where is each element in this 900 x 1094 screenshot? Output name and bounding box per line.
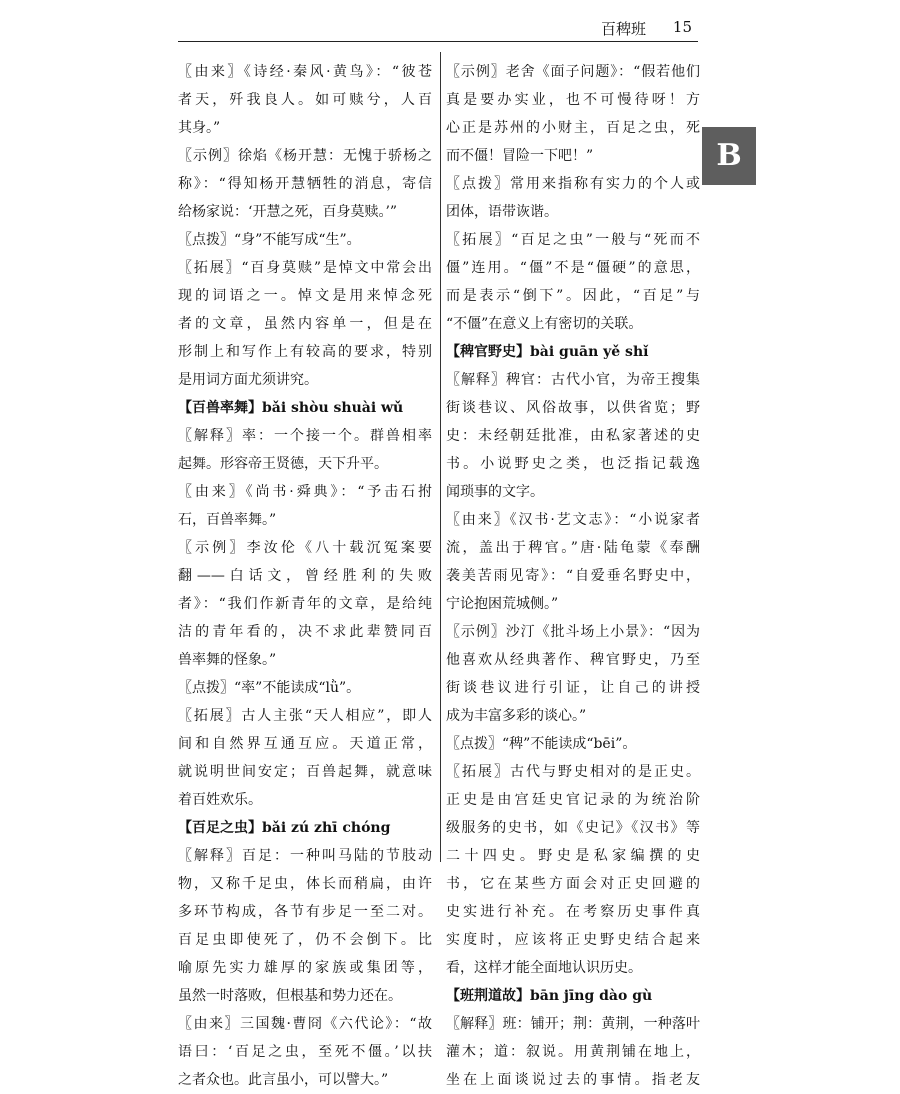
text-line: 心正是苏州的小财主，百足之虫，死 bbox=[446, 120, 700, 136]
text-line: 而是表示“倒下”。因此，“百足”与 bbox=[446, 288, 700, 304]
text-line: 街谈巷议、风俗故事，以供省览；野 bbox=[446, 400, 700, 416]
text-line: 〖解释〗班：铺开；荆：黄荆，一种落叶 bbox=[446, 1016, 700, 1032]
text-line: 二十四史。野史是私家编撰的史 bbox=[446, 848, 700, 864]
entry-headword: 【稗官野史】 bbox=[446, 344, 530, 360]
entry-headword: 【百兽率舞】 bbox=[178, 400, 262, 416]
text-line: 翻——白话文，曾经胜利的失败 bbox=[178, 568, 432, 584]
entry-headword-line bbox=[178, 394, 432, 422]
text-line: 〖由来〗《汉书·艺文志》：“小说家者 bbox=[446, 512, 700, 528]
text-line: 真是要办实业，也不可慢待呀！方 bbox=[446, 92, 700, 108]
text-line: 者》：“我们作新青年的文章，是给纯 bbox=[178, 596, 432, 612]
entry-pinyin: bǎi zú zhī chóng bbox=[262, 820, 391, 836]
text-line: 成为丰富多彩的谈心。” bbox=[446, 708, 587, 724]
header-rule bbox=[178, 41, 698, 42]
text-line: 〖示例〗老舍《面子问题》：“假若他们 bbox=[446, 64, 700, 80]
text-line: 书，它在某些方面会对正史回避的 bbox=[446, 876, 700, 892]
text-line: 兽率舞的怪象。” bbox=[178, 652, 277, 668]
text-line: 物，又称千足虫，体长而稍扁，由许 bbox=[178, 876, 432, 892]
text-line: 之者众也。此言虽小，可以譬大。” bbox=[178, 1072, 389, 1088]
text-line: 〖拓展〗“百足之虫”一般与“死而不 bbox=[446, 232, 700, 248]
text-line: 〖点拨〗常用来指称有实力的个人或 bbox=[446, 176, 700, 192]
text-line: 实度时，应该将正史野史结合起来 bbox=[446, 932, 700, 948]
text-line: 〖点拨〗“身”不能写成“生”。 bbox=[178, 232, 361, 248]
left-column bbox=[178, 58, 432, 1094]
column-divider bbox=[440, 52, 441, 862]
text-line: 坐在上面谈说过去的事情。指老友 bbox=[446, 1072, 700, 1088]
text-line: 称》：“得知杨开慧牺牲的消息，寄信 bbox=[178, 176, 432, 192]
text-line: 石，百兽率舞。” bbox=[178, 512, 277, 528]
text-line: 级服务的史书，如《史记》《汉书》等 bbox=[446, 820, 700, 836]
text-line: 〖拓展〗古代与野史相对的是正史。 bbox=[446, 764, 700, 780]
entry-headword-line bbox=[446, 338, 700, 366]
entry-pinyin: bǎi shòu shuài wǔ bbox=[262, 400, 404, 416]
right-column bbox=[446, 58, 700, 1094]
text-line: 他喜欢从经典著作、稗官野史，乃至 bbox=[446, 652, 700, 668]
text-line: 正史是由宫廷史官记录的为统治阶 bbox=[446, 792, 700, 808]
section-letter-tab: B bbox=[702, 127, 756, 185]
entry-headword-line bbox=[446, 982, 700, 1010]
text-line: 语曰：‘百足之虫，至死不僵。’以扶 bbox=[178, 1044, 432, 1060]
text-line: 喻原先实力雄厚的家族或集团等， bbox=[178, 960, 432, 976]
text-line: 多环节构成，各节有步足一至二对。 bbox=[178, 904, 432, 920]
text-line: 〖拓展〗古人主张“天人相应”，即人 bbox=[178, 708, 432, 724]
entry-headword: 【百足之虫】 bbox=[178, 820, 262, 836]
text-line: 〖示例〗徐焰《杨开慧：无愧于骄杨之 bbox=[178, 148, 432, 164]
entry-headword-line bbox=[178, 814, 432, 842]
text-line: 僵”连用。“僵”不是“僵硬”的意思， bbox=[446, 260, 700, 276]
text-line: 虽然一时落败，但根基和势力还在。 bbox=[178, 988, 402, 1004]
text-line: 〖解释〗百足：一种叫马陆的节肢动 bbox=[178, 848, 432, 864]
text-line: 〖示例〗沙汀《批斗场上小景》：“因为 bbox=[446, 624, 700, 640]
text-line: 者的文章，虽然内容单一，但是在 bbox=[178, 316, 432, 332]
text-line: 〖拓展〗“百身莫赎”是悼文中常会出 bbox=[178, 260, 432, 276]
text-line: 〖点拨〗“稗”不能读成“bēi”。 bbox=[446, 736, 637, 752]
running-header bbox=[178, 12, 698, 42]
header-title: 百稗班 bbox=[600, 20, 646, 38]
text-line: 看，这样才能全面地认识历史。 bbox=[446, 960, 642, 976]
page-number: 15 bbox=[672, 18, 692, 36]
text-line: “不僵”在意义上有密切的关联。 bbox=[446, 316, 643, 332]
text-line: 给杨家说：‘开慧之死，百身莫赎。’” bbox=[178, 204, 398, 220]
text-line: 书。小说野史之类，也泛指记载逸 bbox=[446, 456, 700, 472]
text-line: 〖示例〗李汝伦《八十载沉冤案要 bbox=[178, 540, 432, 556]
text-line: 其身。” bbox=[178, 120, 221, 136]
text-line: 〖由来〗《尚书·舜典》：“予击石拊 bbox=[178, 484, 432, 500]
text-line: 街谈巷议进行引证，让自己的讲授 bbox=[446, 680, 700, 696]
text-line: 闻琐事的文字。 bbox=[446, 484, 544, 500]
entry-pinyin: bān jīng dào gù bbox=[530, 988, 653, 1004]
text-line: 史实进行补充。在考察历史事件真 bbox=[446, 904, 700, 920]
text-line: 着百姓欢乐。 bbox=[178, 792, 262, 808]
text-line: 就说明世间安定；百兽起舞，就意味 bbox=[178, 764, 432, 780]
text-line: 〖点拨〗“率”不能读成“lǜ”。 bbox=[178, 680, 361, 696]
text-line: 百足虫即使死了，仍不会倒下。比 bbox=[178, 932, 432, 948]
entry-headword: 【班荆道故】 bbox=[446, 988, 530, 1004]
text-line: 流，盖出于稗官。”唐·陆龟蒙《奉酬 bbox=[446, 540, 700, 556]
text-line: 是用词方面尤须讲究。 bbox=[178, 372, 318, 388]
text-line: 团体，语带诙谐。 bbox=[446, 204, 558, 220]
text-line: 者天，歼我良人。如可赎兮，人百 bbox=[178, 92, 432, 108]
text-line: 史：未经朝廷批准，由私家著述的史 bbox=[446, 428, 700, 444]
text-line: 洁的青年看的，决不求此辈赞同百 bbox=[178, 624, 432, 640]
text-line: 起舞。形容帝王贤德，天下升平。 bbox=[178, 456, 388, 472]
text-line: 〖解释〗稗官：古代小官，为帝王搜集 bbox=[446, 372, 700, 388]
text-line: 灌木；道：叙说。用黄荆铺在地上， bbox=[446, 1044, 700, 1060]
text-line: 间和自然界互通互应。天道正常， bbox=[178, 736, 432, 752]
text-line: 袭美苦雨见寄》：“自爱垂名野史中， bbox=[446, 568, 700, 584]
text-line: 〖由来〗三国魏·曹冏《六代论》：“故 bbox=[178, 1016, 432, 1032]
text-line: 而不僵！冒险一下吧！” bbox=[446, 148, 594, 164]
text-line: 宁论抱困荒城侧。” bbox=[446, 596, 559, 612]
text-line: 形制上和写作上有较高的要求，特别 bbox=[178, 344, 432, 360]
text-line: 现的词语之一。悼文是用来悼念死 bbox=[178, 288, 432, 304]
text-line: 〖由来〗《诗经·秦风·黄鸟》：“彼苍 bbox=[178, 64, 432, 80]
entry-pinyin: bài guān yě shǐ bbox=[530, 344, 649, 360]
text-line: 〖解释〗率：一个接一个。群兽相率 bbox=[178, 428, 432, 444]
